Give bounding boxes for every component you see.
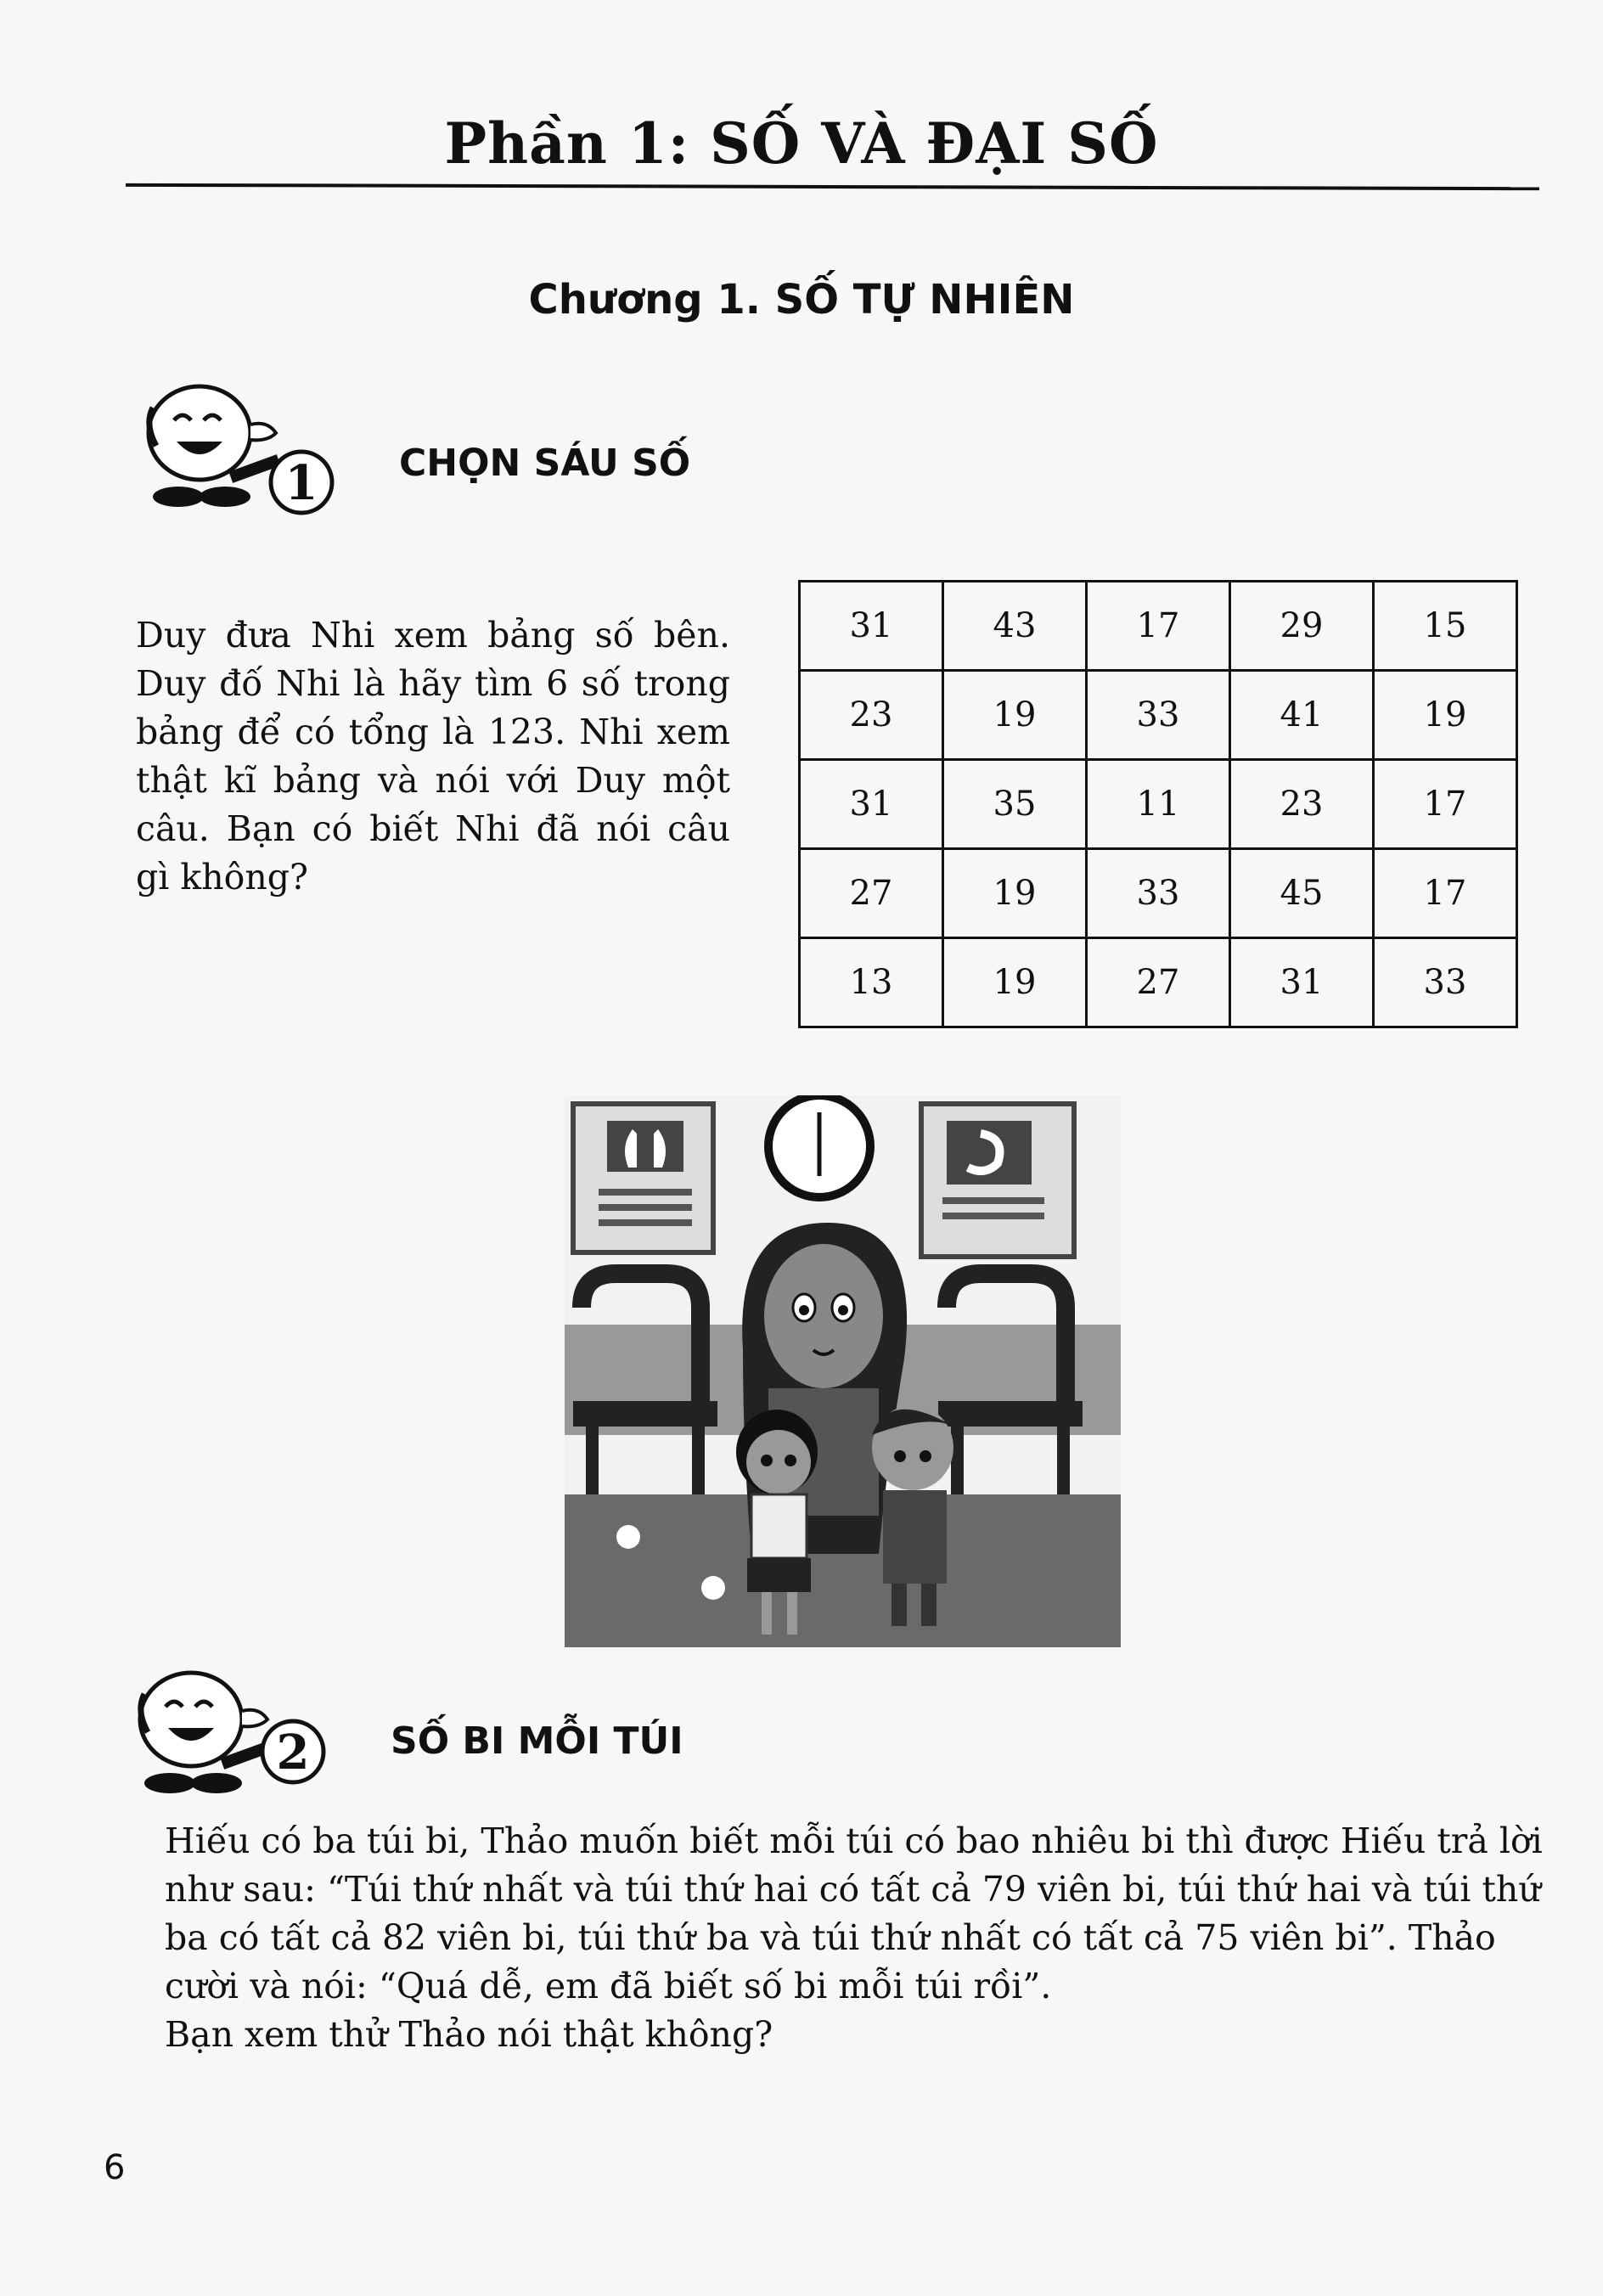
table-cell: 19 bbox=[1374, 671, 1517, 760]
table-cell: 31 bbox=[1230, 938, 1374, 1027]
table-row bbox=[800, 671, 1517, 760]
problem-1-title: CHỌN SÁU SỐ bbox=[399, 442, 691, 485]
table-cell: 27 bbox=[800, 849, 943, 938]
table-cell: 41 bbox=[1230, 671, 1374, 760]
table-cell: 19 bbox=[943, 849, 1087, 938]
table-cell: 11 bbox=[1087, 760, 1230, 849]
table-cell: 13 bbox=[800, 938, 943, 1027]
header-divider bbox=[126, 183, 1539, 190]
table-cell: 23 bbox=[800, 671, 943, 760]
table-cell: 19 bbox=[943, 671, 1087, 760]
chapter-title: Chương 1. SỐ TỰ NHIÊN bbox=[528, 276, 1075, 324]
table-row bbox=[800, 760, 1517, 849]
table-cell: 33 bbox=[1374, 938, 1517, 1027]
table-cell: 45 bbox=[1230, 849, 1374, 938]
page-number: 6 bbox=[104, 2148, 126, 2187]
table-cell: 43 bbox=[943, 582, 1087, 671]
table-cell: 35 bbox=[943, 760, 1087, 849]
table-cell: 29 bbox=[1230, 582, 1374, 671]
table-cell: 17 bbox=[1374, 849, 1517, 938]
table-cell: 27 bbox=[1087, 938, 1230, 1027]
table-row bbox=[800, 582, 1517, 671]
part-title: Phần 1: SỐ VÀ ĐẠI SỐ bbox=[444, 110, 1159, 177]
table-cell: 15 bbox=[1374, 582, 1517, 671]
table-cell: 23 bbox=[1230, 760, 1374, 849]
problem-2-paragraph: Hiếu có ba túi bi, Thảo muốn biết mỗi túi có bao nhiêu bi thì được Hiếu trả lời như sau: “Túi thứ nhất và túi thứ hai có tất cả 79 viên bi, túi thứ hai và túi thứ ba có tất cả 82 viên bi, túi thứ ba và túi thứ nhất có tất cả 75 viên bi”. Thảo cười và nói: “Quá dễ, em đã biết số bi mỗi túi rồi”. bbox=[165, 1820, 1543, 2006]
table-cell: 33 bbox=[1087, 671, 1230, 760]
problem-1-text: Duy đưa Nhi xem bảng số bên. Duy đố Nhi là hãy tìm 6 số trong bảng để có tổng là 123. Nhi xem thật kĩ bảng và nói với Duy một câu. Bạn có biết Nhi đã nói câu gì không? bbox=[136, 615, 730, 898]
table-cell: 33 bbox=[1087, 849, 1230, 938]
table-cell: 31 bbox=[800, 760, 943, 849]
mascot-icon bbox=[127, 374, 365, 518]
table-cell: 17 bbox=[1374, 760, 1517, 849]
waiting-room-illustration bbox=[565, 1095, 1121, 1647]
problem-2-text bbox=[165, 1817, 1557, 2059]
table-row bbox=[800, 849, 1517, 938]
problem-2-title: SỐ BI MỖI TÚI bbox=[391, 1719, 683, 1763]
problem-2-question: Bạn xem thử Thảo nói thật không? bbox=[165, 2014, 773, 2055]
mascot-icon bbox=[119, 1660, 357, 1804]
problem-2-number: 2 bbox=[276, 1725, 310, 1781]
table-cell: 31 bbox=[800, 582, 943, 671]
table-cell: 19 bbox=[943, 938, 1087, 1027]
table-cell: 17 bbox=[1087, 582, 1230, 671]
number-table bbox=[798, 580, 1518, 1028]
table-row bbox=[800, 938, 1517, 1027]
problem-1-number: 1 bbox=[284, 455, 318, 511]
